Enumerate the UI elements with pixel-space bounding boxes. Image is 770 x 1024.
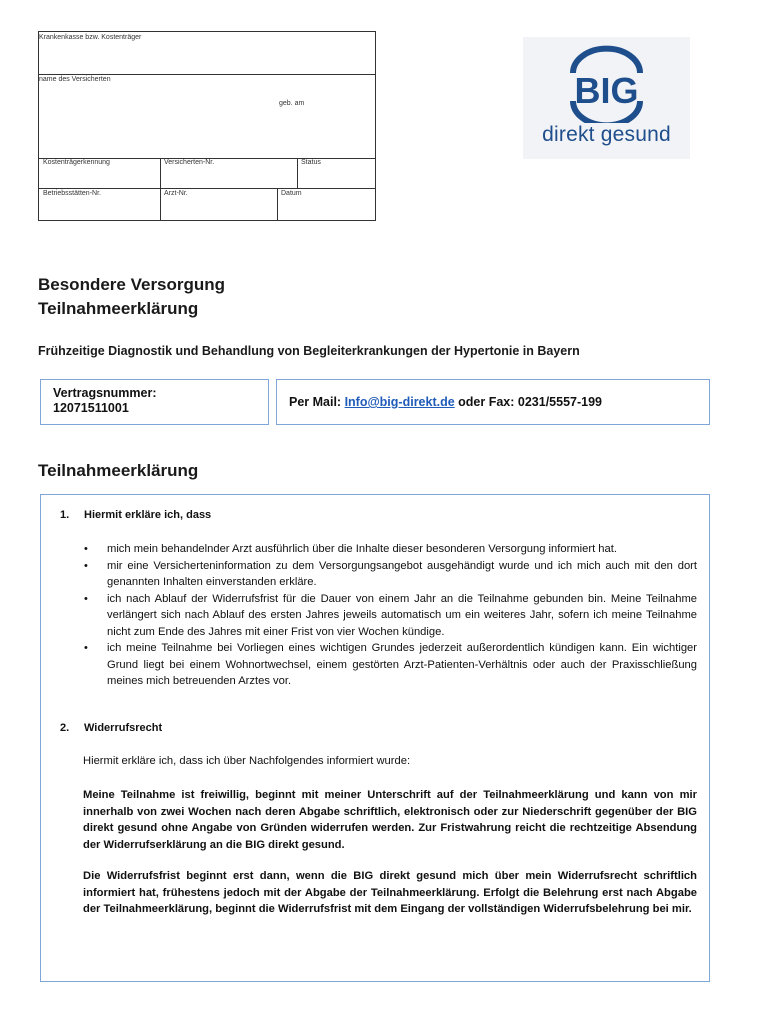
item-2-heading	[60, 722, 162, 734]
bullet-icon: •	[84, 543, 88, 555]
insurer-label: Krankenkasse bzw. Kostenträger	[39, 34, 142, 41]
document-title	[38, 273, 225, 321]
withdrawal-paragraph-1: Meine Teilnahme ist freiwillig, beginnt mit meiner Unterschrift auf der Teilnahmeerklärung und kann von mir innerhalb von zwei Wochen nach deren Abgabe schriftlich, elektronisch oder zur Niederschrift gegenüber der BIG direkt gesund ohne Angabe von Gründen widerrufen werden. Zur Fristwahrung reicht die rechtzeitige Absendung der Widerrufserklärung an die BIG direkt gesund.	[83, 789, 697, 851]
section-title: Teilnahmeerklärung	[38, 461, 199, 480]
contact-box	[276, 379, 710, 425]
form-divider	[160, 158, 161, 221]
form-divider	[297, 158, 298, 188]
insurer-id-label: Kostenträgerkennung	[43, 159, 110, 166]
declaration-content	[40, 494, 710, 982]
list-item-text: ich nach Ablauf der Widerrufsfrist für die Dauer von einem Jahr an die Teilnahme gebunden bin. Meine Teilnahme verlängert sich nach Ablauf des ersten Jahres jeweils automatisch um ein weiteres Jahr, sofern ich meine Teilnahme nicht zum Ende des Jahres mit einer Frist von vier Wochen kündige.	[107, 592, 697, 638]
bullet-icon: •	[84, 592, 88, 605]
insurance-header-form	[38, 31, 376, 221]
insured-name-label: name des Versicherten	[39, 76, 111, 83]
list-item-text: mich mein behandelnder Arzt ausführlich über die Inhalte dieser besonderen Versorgung informiert hat.	[107, 543, 617, 555]
bullet-icon: •	[84, 642, 88, 654]
contract-number-box	[40, 379, 269, 425]
withdrawal-paragraph-2: Die Widerrufsfrist beginnt erst dann, wenn die BIG direkt gesund mich über mein Widerrufsrecht schriftlich informiert hat, frühestens jedoch mit der Abgabe der Teilnahmeerklärung. Erfolgt die Belehrung erst nach Abgabe der Teilnahmeerklärung, beginnt die Widerrufsfrist mit dem Eingang der vollständigen Widerrufsbelehrung bei mir.	[83, 870, 697, 915]
bullet-icon: •	[84, 559, 88, 572]
list-item	[84, 558, 697, 591]
list-item	[84, 541, 697, 558]
status-label: Status	[301, 159, 321, 166]
list-item	[84, 591, 697, 641]
big-logo-mark	[523, 37, 690, 123]
item-2-heading-text: Widerrufsrecht	[84, 722, 163, 734]
list-item-text: mir eine Versicherteninformation zu dem Versorgungsangebot ausgehändigt wurde und ich mich auch mit den dort genannten Inhalten einverstanden erkläre.	[107, 559, 697, 588]
insured-number-label: Versicherten-Nr.	[164, 159, 215, 166]
title-line-1: Besondere Versorgung	[38, 275, 226, 294]
form-divider	[39, 188, 375, 189]
contact-prefix: Per Mail:	[289, 395, 345, 409]
logo-wordmark: BIG	[574, 70, 639, 111]
item-1-number: 1.	[60, 509, 70, 521]
title-line-2: Teilnahmeerklärung	[38, 299, 199, 318]
date-label: Datum	[281, 190, 302, 197]
birth-date-label: geb. am	[279, 100, 305, 107]
item-1-heading-text: Hiermit erkläre ich, dass	[84, 509, 212, 521]
big-direkt-gesund-logo	[523, 37, 690, 159]
contract-label: Vertragsnummer:	[53, 386, 157, 400]
form-divider	[39, 74, 375, 75]
fax-text: oder Fax: 0231/5557-199	[454, 395, 603, 409]
list-item-text: ich meine Teilnahme bei Vorliegen eines wichtigen Grundes jederzeit außerordentlich kündigen kann. Ein wichtiger Grund liegt bei einem Wohnortwechsel, einem gestörten Arzt-Patienten-Verhältnis oder auch der Praxisschließung meines mich betreuenden Arztes vor.	[107, 642, 697, 687]
item-1-heading	[60, 509, 211, 521]
form-divider	[277, 188, 278, 221]
contract-number: 12071511001	[53, 401, 129, 415]
program-subtitle: Frühzeitige Diagnostik und Behandlung von Begleiterkrankungen der Hypertonie in Bayern	[38, 344, 580, 358]
list-item	[84, 640, 697, 690]
logo-tagline: direkt gesund	[542, 123, 671, 146]
item-2-number: 2.	[60, 722, 70, 734]
withdrawal-intro: Hiermit erkläre ich, dass ich über Nachfolgendes informiert wurde:	[83, 755, 411, 767]
declaration-bullet-list	[84, 541, 697, 690]
doctor-number-label: Arzt-Nr.	[164, 190, 188, 197]
email-link[interactable]: Info@big-direkt.de	[344, 395, 455, 409]
site-number-label: Betriebsstätten-Nr.	[43, 190, 101, 197]
